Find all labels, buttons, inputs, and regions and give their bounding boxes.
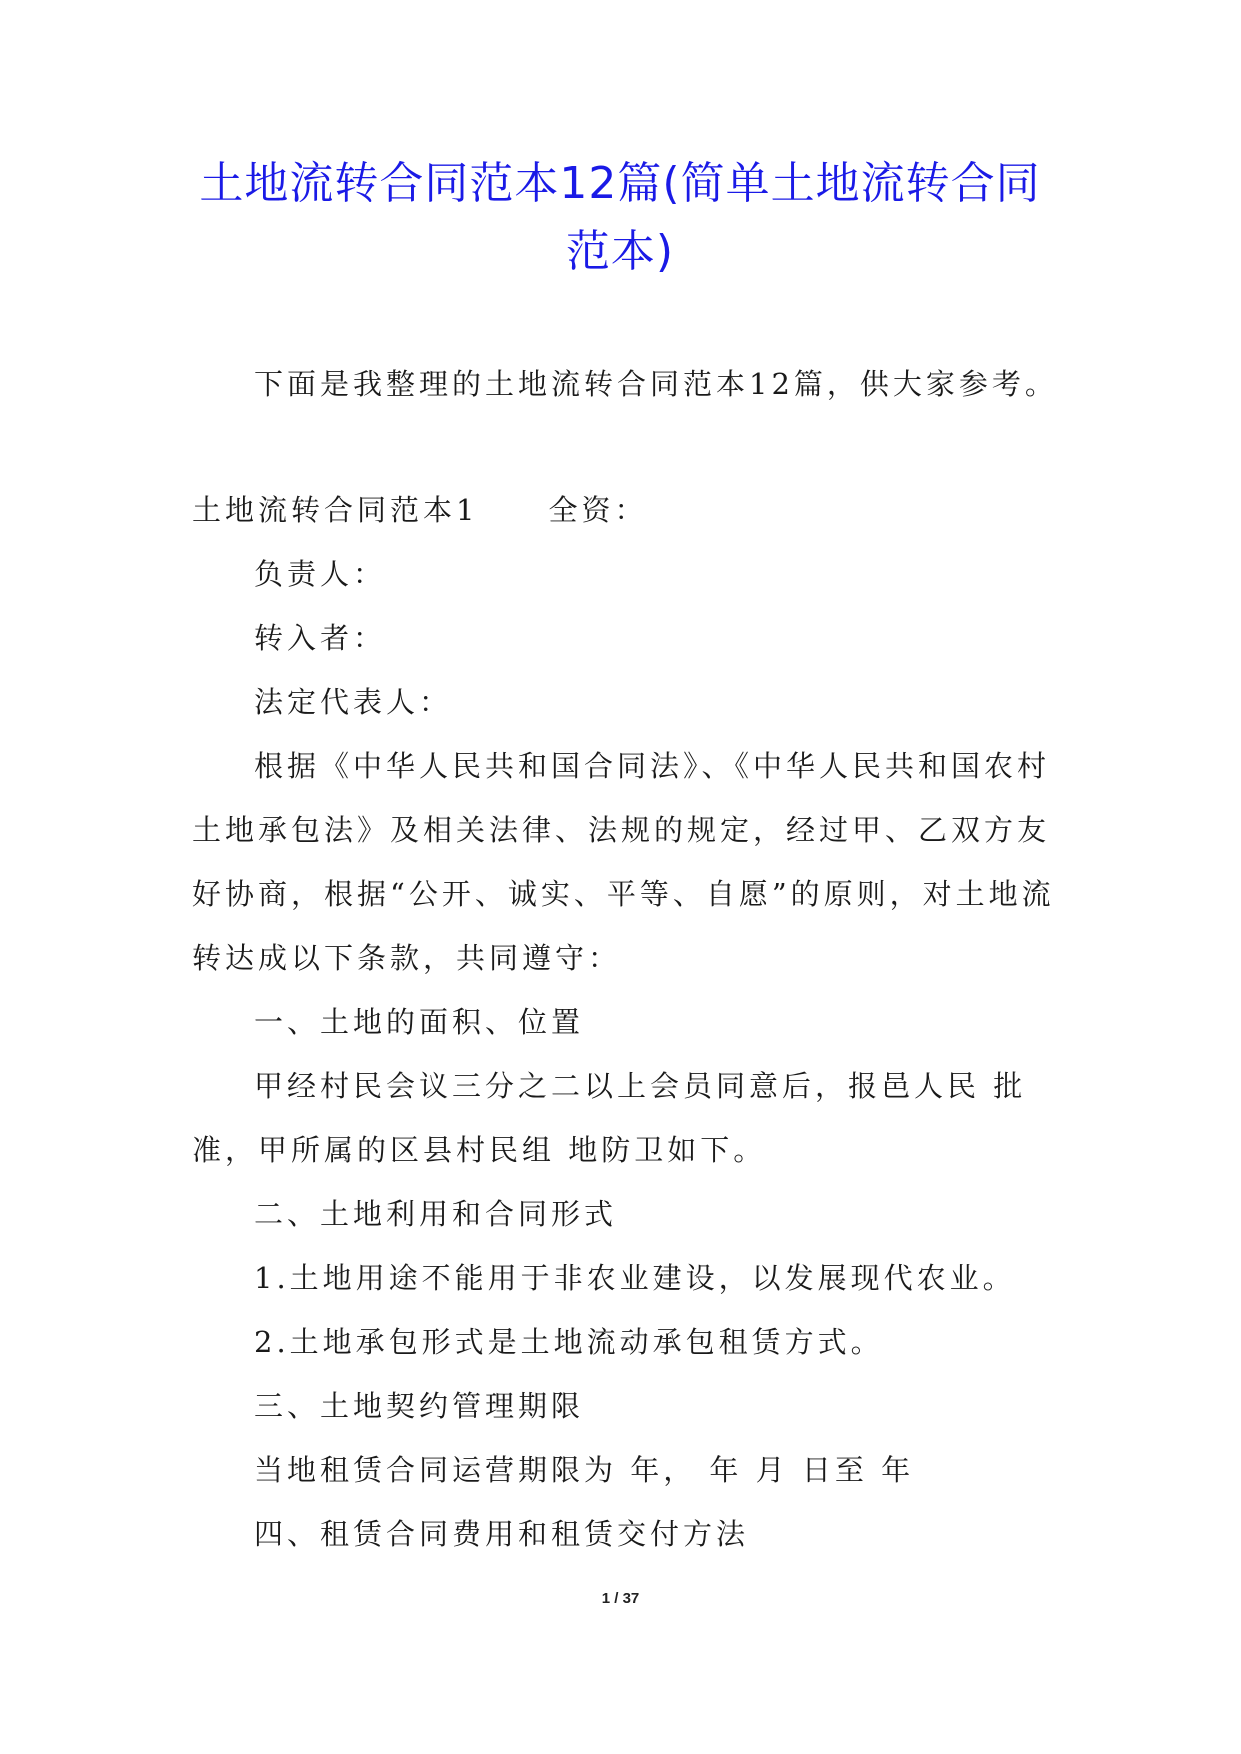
heading-contract-term: 三、土地契约管理期限: [254, 1389, 585, 1423]
section-heading: 土地流转合同范本1: [192, 493, 479, 527]
section-heading-line: [192, 478, 1062, 542]
paragraph-legal-basis: 根据《中华人民共和国合同法》、《中华人民共和国农村土地承包法》及相关法律、法规的规定，经过甲、乙双方友好协商，根据“公开、诚实、平等、自愿”的原则，对土地流转达成以下条款，共同遵守：: [192, 749, 1055, 975]
field-transferee: 转入者：: [254, 621, 387, 655]
document-title: 土地流转合同范本12篇(简单土地流转合同范本): [199, 158, 1041, 277]
field-responsible-person: 负责人：: [254, 557, 387, 591]
field-legal-representative: 法定代表人：: [254, 685, 453, 719]
heading-land-use: 二、土地利用和合同形式: [254, 1197, 618, 1231]
page-number: 1 / 37: [601, 1590, 640, 1607]
paragraph-village-approval: 甲经村民会议三分之二以上会员同意后，报邑人民 批准，甲所属的区县村民组 地防卫如下。: [192, 1069, 1027, 1167]
heading-land-area: 一、土地的面积、位置: [254, 1005, 585, 1039]
paragraph-contract-term: 当地租赁合同运营期限为 年， 年 月 日至 年: [254, 1453, 915, 1487]
section-heading-suffix: 全资：: [548, 493, 648, 527]
intro-paragraph: 下面是我整理的土地流转合同范本12篇，供大家参考。: [254, 367, 1058, 401]
list-item-land-use: 1.土地用途不能用于非农业建设，以发展现代农业。: [254, 1261, 1016, 1295]
heading-lease-fees: 四、租赁合同费用和租赁交付方法: [254, 1517, 750, 1551]
list-item-contract-form: 2.土地承包形式是土地流动承包租赁方式。: [254, 1325, 884, 1359]
